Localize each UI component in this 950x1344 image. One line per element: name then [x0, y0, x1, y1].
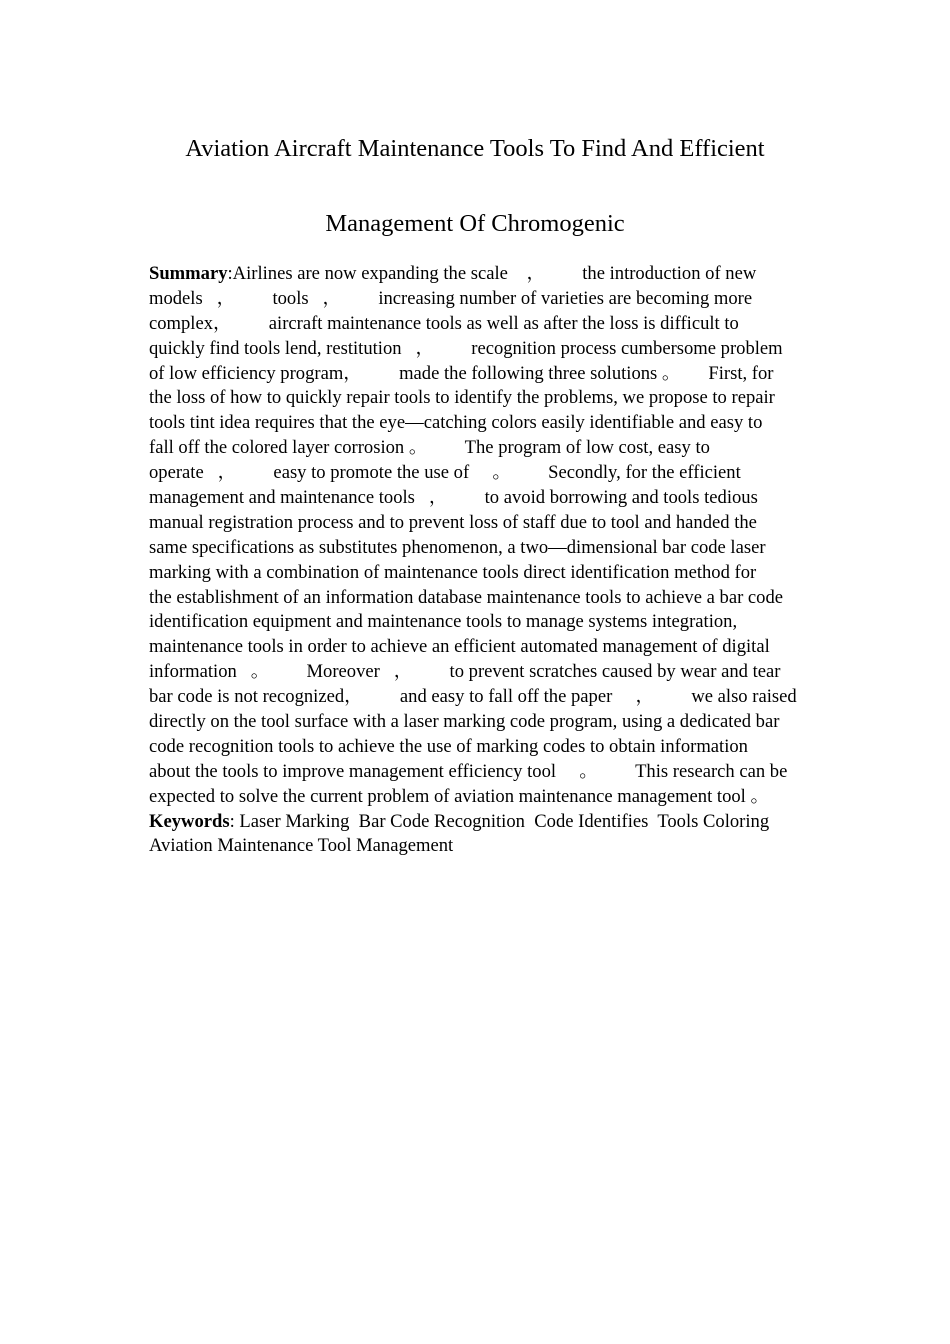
summary-line: directly on the tool surface with a laser marking code program, using a dedicated bar	[149, 711, 780, 733]
summary-label: Summary	[149, 263, 228, 284]
summary-line: identification equipment and maintenance tools to manage systems integration,	[149, 611, 738, 633]
summary-line: of low efficiency program， made the following three solutions 。 First, for	[149, 362, 774, 384]
summary-line: models ， tools ， increasing number of varieties are becoming more	[149, 287, 753, 309]
summary-line: same specifications as substitutes phenomenon, a two—dimensional bar code laser	[149, 536, 766, 558]
summary-line: information 。 Moreover ， to prevent scratches caused by wear and tear	[149, 661, 781, 683]
keywords-text: : Laser Marking Bar Code Recognition Code Identifies Tools Coloring	[229, 810, 770, 832]
summary-line: operate ， easy to promote the use of 。 Secondly, for the efficient	[149, 462, 741, 484]
summary-line: the establishment of an information database maintenance tools to achieve a bar code	[149, 586, 784, 608]
summary-line: maintenance tools in order to achieve an efficient automated management of digital	[149, 636, 770, 658]
summary-line	[149, 262, 829, 287]
summary-line: quickly find tools lend, restitution ， recognition process cumbersome problem	[149, 337, 783, 359]
summary-line: code recognition tools to achieve the use of marking codes to obtain information	[149, 735, 748, 757]
summary-line: the loss of how to quickly repair tools to identify the problems, we propose to repair	[149, 387, 775, 409]
summary-line: management and maintenance tools ， to avoid borrowing and tools tedious	[149, 487, 758, 509]
summary-line: complex， aircraft maintenance tools as well as after the loss is difficult to	[149, 312, 739, 334]
summary-line: bar code is not recognized， and easy to fall off the paper ， we also raised	[149, 686, 797, 708]
keywords-line	[149, 810, 829, 835]
title-line-2: Management Of Chromogenic	[325, 210, 625, 237]
summary-line: tools tint idea requires that the eye—catching colors easily identifiable and easy to	[149, 412, 763, 434]
keywords-label: Keywords	[149, 810, 230, 832]
summary-line: marking with a combination of maintenance tools direct identification method for	[149, 561, 757, 583]
abstract-block	[149, 262, 829, 859]
keywords-line: Aviation Maintenance Tool Management	[149, 835, 454, 857]
summary-text: :Airlines are now expanding the scale ， the introduction of new	[227, 263, 757, 284]
summary-line: about the tools to improve management efficiency tool 。 This research can be	[149, 760, 788, 782]
summary-line: expected to solve the current problem of aviation maintenance management tool 。	[149, 785, 770, 807]
summary-line: manual registration process and to prevent loss of staff due to tool and handed the	[149, 511, 757, 533]
summary-line: fall off the colored layer corrosion 。 The program of low cost, easy to	[149, 437, 710, 459]
title-line-1: Aviation Aircraft Maintenance Tools To Find And Efficient	[185, 135, 765, 162]
